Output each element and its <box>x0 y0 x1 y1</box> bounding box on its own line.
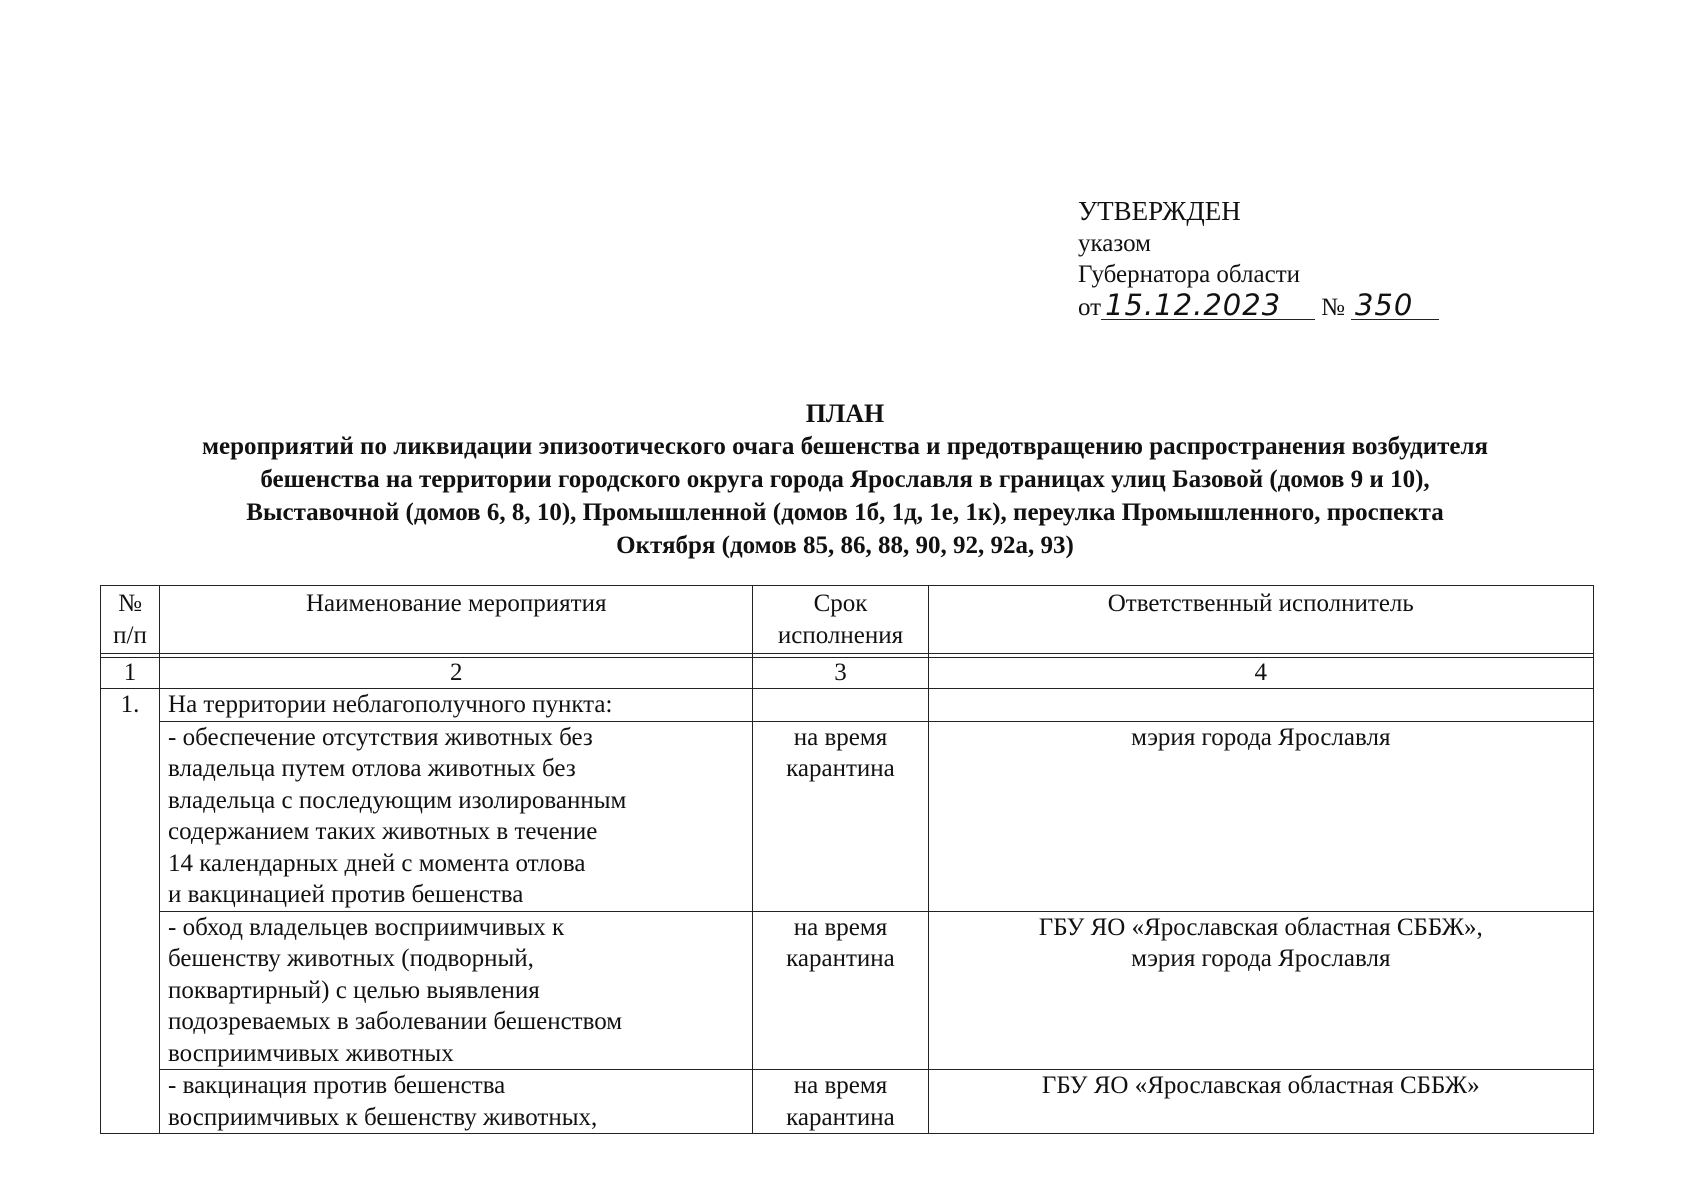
section-title: На территории неблагополучного пункта: <box>160 689 753 722</box>
approval-heading: УТВЕРЖДЕН <box>1078 196 1241 226</box>
deadline-cell: на время карантина <box>753 721 928 911</box>
section-responsible-empty <box>928 689 1593 722</box>
section-number: 1. <box>101 689 160 1134</box>
section-row <box>101 689 1594 722</box>
table-header-row <box>101 586 1594 654</box>
table-row <box>101 1070 1594 1134</box>
column-number-row <box>101 658 1594 689</box>
table-row <box>101 911 1594 1070</box>
plan-table <box>100 585 1594 1134</box>
responsible-cell: ГБУ ЯО «Ярославская областная СББЖ» <box>928 1070 1593 1134</box>
deadline-cell: на время карантина <box>753 911 928 1070</box>
table-row <box>101 721 1594 911</box>
column-number: 2 <box>160 658 753 689</box>
document-title <box>60 397 1630 562</box>
deadline-cell: на время карантина <box>753 1070 928 1134</box>
responsible-cell: ГБУ ЯО «Ярославская областная СББЖ», мэрия города Ярославля <box>928 911 1593 1070</box>
header-activity: Наименование мероприятия <box>160 586 753 654</box>
column-number: 4 <box>928 658 1593 689</box>
title-main: ПЛАН <box>805 399 885 428</box>
activity-cell: - обход владельцев восприимчивых к бешенству животных (подворный, поквартирный) с целью выявления подозреваемых в заболевании бешенством восприимчивых животных <box>160 911 753 1070</box>
column-number: 3 <box>753 658 928 689</box>
header-responsible: Ответственный исполнитель <box>928 586 1593 654</box>
header-number: № п/п <box>101 586 160 654</box>
approval-date-number <box>1078 287 1439 324</box>
title-line-3: Выставочной (домов 6, 8, 10), Промышленной (домов 1б, 1д, 1е, 1к), переулка Промышленного, проспекта <box>246 499 1444 526</box>
approval-governor: Губернатора области <box>1078 261 1300 288</box>
date-prefix: от <box>1078 293 1102 321</box>
column-number: 1 <box>101 658 160 689</box>
activity-cell: - обеспечение отсутствия животных без владельца путем отлова животных без владельца с последующим изолированным содержанием таких животных в течение 14 календарных дней с момента отлова и вакцинацией против бешенства <box>160 721 753 911</box>
title-line-2: бешенства на территории городского округа города Ярославля в границах улиц Базовой (домов 9 и 10), <box>260 466 1430 493</box>
title-line-1: мероприятий по ликвидации эпизоотического очага бешенства и предотвращению распространения возбудителя <box>201 433 1489 460</box>
section-deadline-empty <box>753 689 928 722</box>
approval-by-decree: указом <box>1078 229 1151 257</box>
approval-date-handwritten: 15.12.2023 <box>1101 291 1315 320</box>
approval-number-handwritten: 350 <box>1351 291 1439 320</box>
responsible-cell: мэрия города Ярославля <box>928 721 1593 911</box>
approval-block <box>1078 196 1439 323</box>
header-deadline: Срок исполнения <box>753 586 928 654</box>
activity-cell: - вакцинация против бешенства восприимчивых к бешенству животных, <box>160 1070 753 1134</box>
number-sign: № <box>1321 293 1345 321</box>
title-line-4: Октября (домов 85, 86, 88, 90, 92, 92а, 93) <box>616 532 1074 559</box>
